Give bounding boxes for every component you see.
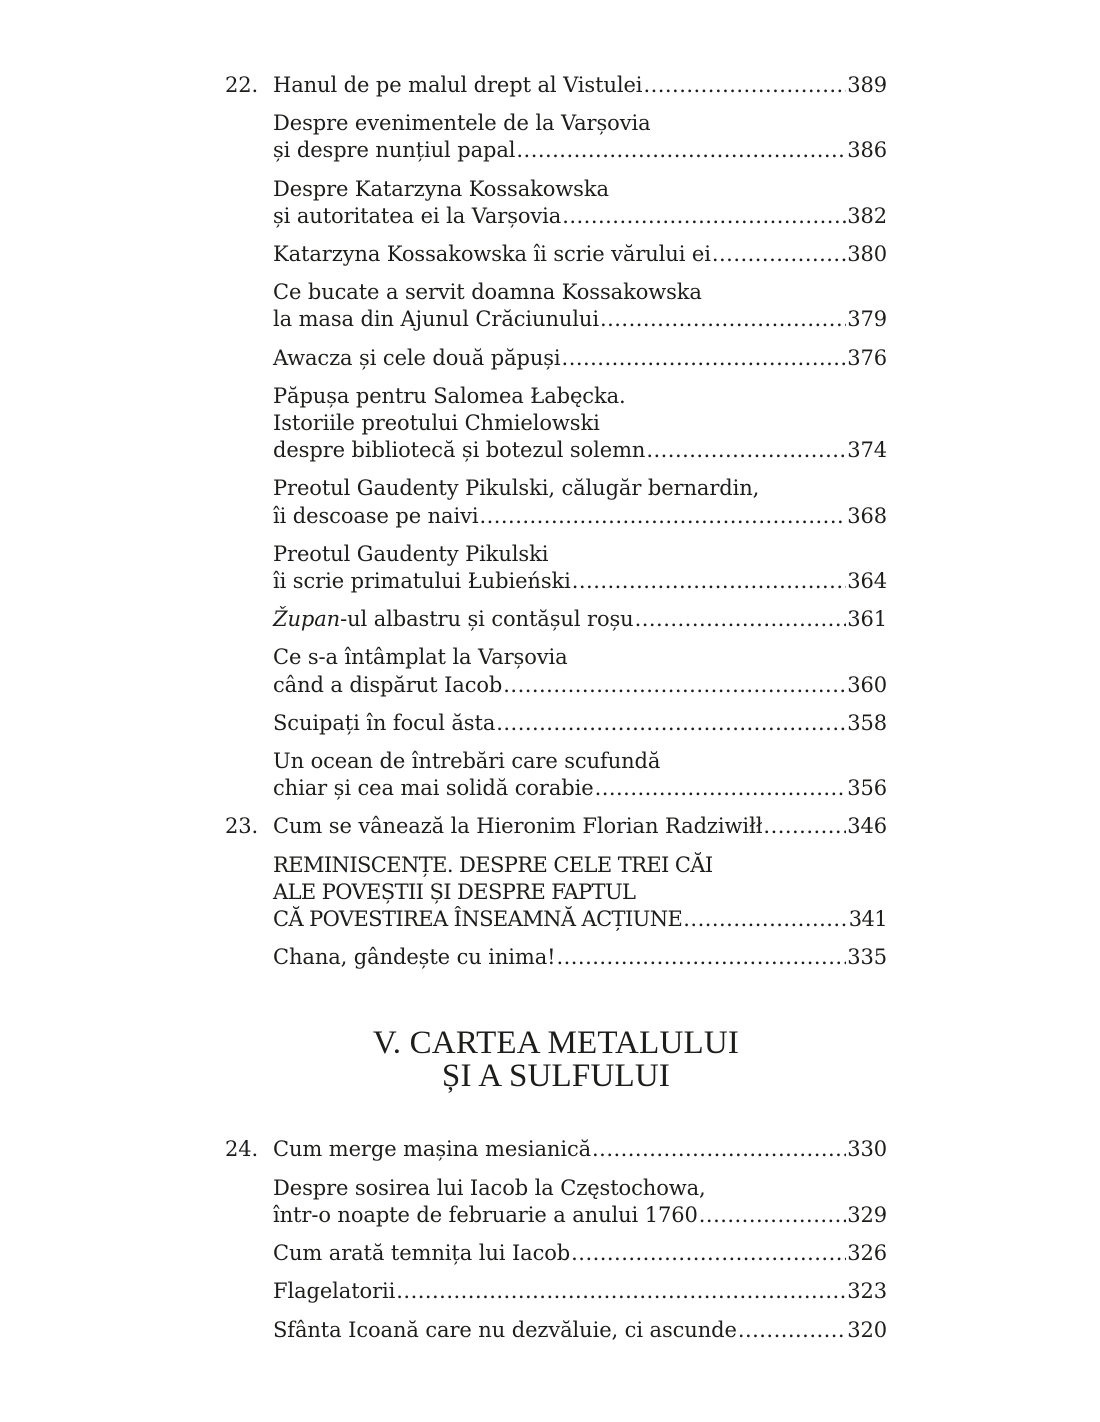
entry-title-line: Istoriile preotului Chmielowski	[273, 411, 600, 436]
toc-entry[interactable]	[225, 710, 887, 737]
entry-last-line	[273, 906, 887, 933]
entry-title-line: îi descoase pe naivi	[273, 503, 479, 528]
toc-entry[interactable]	[225, 383, 887, 465]
entry-title-line: Cum merge mașina mesianică	[273, 1137, 592, 1162]
entry-last-line	[273, 437, 887, 464]
dot-leader	[572, 568, 846, 595]
page-number: 368	[847, 503, 887, 528]
part-heading-line-2: ȘI A SULFULUI	[441, 1058, 671, 1095]
entry-last-line	[273, 203, 887, 230]
page-number: 341	[848, 907, 887, 932]
toc-entry[interactable]	[225, 241, 887, 268]
dot-leader	[479, 503, 846, 530]
page-number: 380	[847, 242, 887, 267]
entry-last-line	[273, 606, 887, 633]
dot-leader	[763, 813, 846, 840]
page-number: 330	[847, 1137, 887, 1162]
entry-last-line	[273, 503, 887, 530]
toc-entry[interactable]	[225, 813, 887, 840]
entry-title-line: Cum se vânează la Hieronim Florian Radziwiłł	[273, 814, 763, 839]
toc-entry[interactable]	[225, 541, 887, 595]
entry-title-line: Despre Katarzyna Kossakowska	[273, 176, 609, 201]
dot-leader	[699, 1202, 846, 1229]
page-number: 356	[847, 776, 887, 801]
entry-last-line	[273, 72, 887, 99]
entry-title-line: CĂ POVESTIREA ÎNSEAMNĂ ACȚIUNE	[273, 907, 683, 932]
entry-title-line: îi scrie primatului Łubieński	[273, 569, 571, 594]
entry-title-line: Katarzyna Kossakowska îi scrie vărului ei	[273, 242, 711, 267]
entry-last-line	[273, 568, 887, 595]
dot-leader	[516, 137, 846, 164]
dot-leader	[646, 437, 846, 464]
dot-leader	[600, 306, 846, 333]
dot-leader	[738, 1317, 846, 1344]
entry-title-line: Awacza și cele două păpuși	[273, 345, 561, 370]
entry-last-line	[273, 1278, 887, 1305]
entry-last-line	[273, 1317, 887, 1344]
dot-leader	[556, 944, 846, 971]
entry-title-line: Ce bucate a servit doamna Kossakowska	[273, 280, 702, 305]
entry-title-line: și despre nunțiul papal	[273, 138, 516, 163]
page-number: 358	[847, 710, 887, 735]
entry-last-line	[273, 710, 887, 737]
dot-leader	[592, 1136, 846, 1163]
entry-title-line: când a dispărut Iacob	[273, 672, 503, 697]
entry-last-line	[273, 944, 887, 971]
chapter-number: 24.	[225, 1137, 259, 1162]
chapter-number: 23.	[225, 814, 259, 839]
entry-last-line	[273, 137, 887, 164]
entry-title-line: chiar și cea mai solidă corabie	[273, 776, 594, 801]
toc-entry[interactable]	[225, 1317, 887, 1344]
entry-last-line	[273, 672, 887, 699]
entry-title-line: Preotul Gaudenty Pikulski, călugăr bernardin,	[273, 476, 760, 501]
part-heading-line-1: V. CARTEA METALULUI	[372, 1025, 740, 1062]
entry-title-line: și autoritatea ei la Varșovia	[273, 203, 562, 228]
entry-title-rest: -ul albastru și contășul roșu	[340, 607, 634, 632]
entry-title-line: ALE POVEȘTII ȘI DESPRE FAPTUL	[273, 879, 636, 904]
entry-title-line: Despre sosirea lui Iacob la Częstochowa,	[273, 1175, 706, 1200]
toc-section-part-v	[225, 1136, 887, 1343]
page-number: 320	[847, 1317, 887, 1342]
toc-entry[interactable]	[225, 72, 887, 99]
page-number: 361	[847, 607, 887, 632]
page-number: 335	[847, 945, 887, 970]
dot-leader	[643, 72, 846, 99]
toc-entry[interactable]	[225, 475, 887, 529]
toc-entry[interactable]	[225, 748, 887, 802]
dot-leader	[712, 241, 846, 268]
page-number: 382	[847, 203, 887, 228]
dot-leader	[503, 672, 846, 699]
toc-entry[interactable]	[225, 606, 887, 633]
toc-entry[interactable]	[225, 1240, 887, 1267]
entry-last-line	[273, 1202, 887, 1229]
toc-entry[interactable]	[225, 176, 887, 230]
part-heading	[225, 1027, 887, 1093]
page-number: 323	[847, 1279, 887, 1304]
dot-leader	[571, 1240, 846, 1267]
toc-entry[interactable]	[225, 852, 887, 934]
entry-title-line: Flagelatorii	[273, 1279, 396, 1304]
italic-term: Župan	[273, 607, 341, 632]
toc-entry[interactable]	[225, 1136, 887, 1163]
page-number: 329	[847, 1202, 887, 1227]
dot-leader	[396, 1278, 846, 1305]
entry-last-line	[273, 813, 887, 840]
page-number: 386	[847, 138, 887, 163]
entry-title-line: Despre evenimentele de la Varșovia	[273, 111, 651, 136]
entry-title-line: Cum arată temnița lui Iacob	[273, 1241, 571, 1266]
page-number: 374	[847, 438, 887, 463]
chapter-number: 22.	[225, 73, 259, 97]
entry-title-line: într-o noapte de februarie a anului 1760	[273, 1202, 698, 1227]
toc-entry[interactable]	[225, 345, 887, 372]
toc-entry[interactable]	[225, 279, 887, 333]
entry-last-line	[273, 306, 887, 333]
dot-leader	[562, 345, 847, 372]
entry-title-line: Hanul de pe malul drept al Vistulei	[273, 73, 643, 97]
table-of-contents	[225, 72, 887, 1355]
page-number: 364	[847, 569, 887, 594]
entry-title-line: la masa din Ajunul Crăciunului	[273, 307, 599, 332]
toc-entry[interactable]	[225, 944, 887, 971]
page-number: 360	[847, 672, 887, 697]
toc-entry[interactable]	[225, 110, 887, 164]
entry-title-line	[273, 606, 634, 633]
toc-entry[interactable]	[225, 1278, 887, 1305]
entry-last-line	[273, 241, 887, 268]
page-number: 326	[847, 1241, 887, 1266]
entry-title-line: Ce s-a întâmplat la Varșovia	[273, 645, 568, 670]
page-number: 346	[847, 814, 887, 839]
entry-title-line: Scuipați în focul ăsta	[273, 710, 496, 735]
dot-leader	[595, 775, 847, 802]
dot-leader	[683, 906, 847, 933]
entry-title-line: despre bibliotecă și botezul solemn	[273, 438, 646, 463]
toc-entry[interactable]	[225, 1175, 887, 1229]
toc-entry[interactable]	[225, 644, 887, 698]
page-number: 376	[847, 345, 887, 370]
entry-last-line	[273, 775, 887, 802]
page-number: 389	[847, 73, 887, 97]
entry-title-line: Sfânta Icoană care nu dezvăluie, ci ascunde	[273, 1317, 737, 1342]
entry-title-line: Chana, gândește cu inima!	[273, 945, 556, 970]
entry-title-line: REMINISCENȚE. DESPRE CELE TREI CĂI	[273, 852, 713, 877]
dot-leader	[496, 710, 846, 737]
entry-last-line	[273, 345, 887, 372]
entry-last-line	[273, 1240, 887, 1267]
entry-title-line: Păpușa pentru Salomea Łabęcka.	[273, 383, 626, 408]
toc-section-part-iv-end	[225, 72, 887, 971]
entry-last-line	[273, 1136, 887, 1163]
entry-title-line: Preotul Gaudenty Pikulski	[273, 541, 549, 566]
dot-leader	[635, 606, 847, 633]
page-number: 379	[847, 307, 887, 332]
entry-title-line: Un ocean de întrebări care scufundă	[273, 749, 661, 774]
dot-leader	[562, 203, 846, 230]
